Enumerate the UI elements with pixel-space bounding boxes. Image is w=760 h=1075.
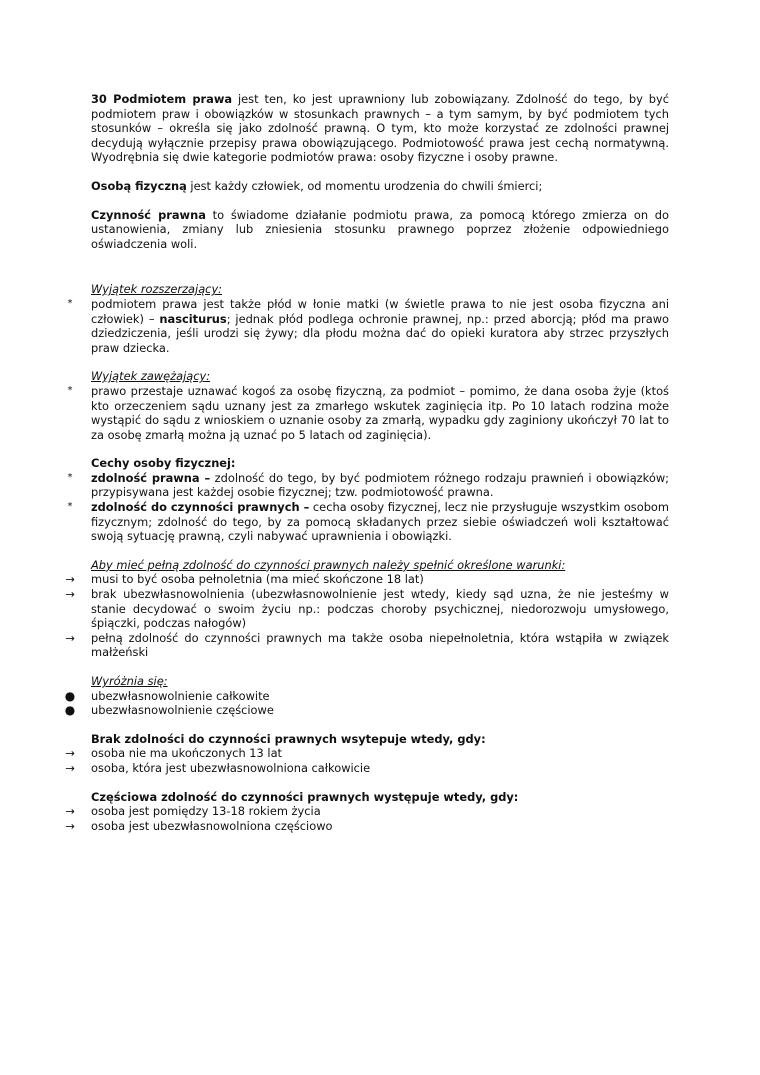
asterisk-bullet-icon: * bbox=[67, 471, 73, 483]
list-item bbox=[65, 818, 669, 834]
section-title-wyjatek-rozszerzajacy: Wyjątek rozszerzający: bbox=[91, 282, 223, 297]
arrow-bullet-icon: → bbox=[65, 818, 75, 833]
list-item bbox=[65, 572, 669, 587]
section-title-wyroznia: Wyróżnia się: bbox=[91, 674, 168, 688]
list-item-bold: zdolność do czynności prawnych – bbox=[91, 500, 310, 515]
list-item bbox=[65, 760, 669, 776]
list-item-bold: nasciturus bbox=[159, 311, 227, 326]
definition-term: Osobą fizyczną bbox=[91, 178, 187, 193]
list-wyjatek-rozszerzajacy bbox=[67, 296, 669, 355]
asterisk-bullet-icon: * bbox=[67, 384, 73, 396]
list-cechy bbox=[67, 470, 669, 544]
definition-osoba-fizyczna bbox=[91, 179, 669, 194]
list-item-text: prawo przestaje uznawać kogoś za osobę fizyczną, za podmiot – pomimo, że dana osoba żyje (ktoś kto orzeczeniem sądu uznany jest za zmarłego wskutek zaginięcia itp. Po 10 latach rodzina może wystąpić do sądu z wnioskiem o uznanie osoby za zmarłą, wypadku gdy zaginiony ukończył 70 lat to za osobę zmarłą można ją uznać po 5 latach od zaginięcia). bbox=[91, 383, 669, 442]
section-title-wyjatek-zawezajacy: Wyjątek zawężający: bbox=[91, 369, 211, 384]
list-warunki bbox=[65, 572, 669, 660]
list-item bbox=[67, 296, 669, 355]
list-item-text: osoba jest ubezwłasnowolniona częściowo bbox=[91, 818, 333, 833]
arrow-bullet-icon: → bbox=[65, 760, 75, 775]
list-item-text: zdolność do tego, by być podmiotem różnego rodzaju prawnień i obowiązków; przypisywana jest każdej osobie fizycznej; tzw. podmiotowość prawna. bbox=[91, 470, 669, 500]
list-item bbox=[67, 383, 669, 442]
definition-text: jest każdy człowiek, od momentu urodzenia do chwili śmierci; bbox=[186, 178, 543, 193]
asterisk-bullet-icon: * bbox=[67, 501, 73, 513]
list-item-text: brak ubezwłasnowolnienia (ubezwłasnowolnienie jest wtedy, kiedy sąd uzna, że nie jesteśmy w stanie decydować o swoim życiu np.: podczas choroby psychicznej, niedorozwoju umysłowego, śpiączki, podczas nałogów) bbox=[91, 587, 669, 631]
section-title-czesciowa: Częściowa zdolność do czynności prawnych występuje wtedy, gdy: bbox=[91, 789, 519, 804]
list-item bbox=[65, 804, 669, 819]
list-brak bbox=[65, 746, 669, 775]
list-item bbox=[67, 470, 669, 500]
list-wyjatek-zawezajacy bbox=[67, 383, 669, 442]
list-item-text: ; jednak płód podlega ochronie prawnej, np.: przed aborcją; płód ma prawo dziedziczenia, jeśli urodzi się żywy; dla płodu można dać do opieki kuratora aby strzec przyszłych praw dziecka. bbox=[91, 311, 669, 355]
definition-term: Czynność prawna bbox=[91, 207, 206, 222]
section-title-warunki: Aby mieć pełną zdolność do czynności prawnych należy spełnić określone warunki: bbox=[91, 557, 566, 572]
intro-paragraph bbox=[91, 92, 669, 165]
list-item-text: musi to być osoba pełnoletnia (ma mieć skończone 18 lat) bbox=[91, 572, 424, 587]
arrow-bullet-icon: → bbox=[65, 572, 75, 587]
document-body bbox=[64, 92, 670, 833]
list-item bbox=[64, 703, 669, 718]
dot-bullet-icon: ● bbox=[64, 688, 76, 703]
asterisk-bullet-icon: * bbox=[67, 297, 73, 309]
section-title-brak: Brak zdolności do czynności prawnych wsytepuje wtedy, gdy: bbox=[91, 731, 486, 746]
list-item-bold: zdolność prawna – bbox=[91, 470, 211, 485]
section-title-cechy: Cechy osoby fizycznej: bbox=[91, 456, 236, 471]
list-item-text: osoba nie ma ukończonych 13 lat bbox=[91, 746, 283, 761]
list-czesciowa bbox=[65, 804, 669, 833]
list-item bbox=[67, 500, 669, 544]
intro-lead: 30 Podmiotem prawa bbox=[91, 92, 233, 106]
list-item bbox=[65, 587, 669, 631]
list-item-text: cecha osoby fizycznej, lecz nie przysługuje wszystkim osobom fizycznym; zdolność do tego, by za pomocą składanych przez siebie oświadczeń woli kształtować swoją sytuację prawną, czyli nabywać uprawnienia i obowiązki. bbox=[91, 500, 669, 544]
list-item bbox=[64, 688, 669, 704]
list-item-text: ubezwłasnowolnienie częściowe bbox=[91, 703, 274, 718]
arrow-bullet-icon: → bbox=[65, 804, 75, 819]
list-item-text: osoba, która jest ubezwłasnowolniona całkowicie bbox=[91, 760, 371, 775]
list-item-text: podmiotem prawa jest także płód w łonie matki (w świetle prawa to nie jest osoba fizyczna ani człowiek) – bbox=[91, 296, 669, 326]
definition-czynnosc-prawna bbox=[91, 208, 669, 252]
list-item-text: pełną zdolność do czynności prawnych ma także osoba niepełnoletnia, która wstąpiła w związek małżeński bbox=[91, 630, 669, 660]
list-wyroznia bbox=[64, 688, 669, 718]
arrow-bullet-icon: → bbox=[65, 630, 75, 645]
list-item bbox=[65, 630, 669, 660]
intro-text: jest ten, ko jest uprawniony lub zobowiązany. Zdolność do tego, by być podmiotem praw i obowiązków w stosunkach prawnych – a tym samym, by być podmiotem tych stosunków – określa się jako zdolność prawną. O tym, kto może korzystać ze zdolności prawnej decydują wyłącznie przepisy prawa obowiązującego. Podmiotowość prawa jest cechą normatywną. Wyodrębnia się dwie kategorie podmiotów prawa: osoby fizyczne i osoby prawne. bbox=[91, 92, 669, 165]
list-item bbox=[65, 746, 669, 761]
dot-bullet-icon: ● bbox=[64, 703, 76, 718]
definition-text: to świadome działanie podmiotu prawa, za pomocą którego zmierza on do ustanowienia, zmiany lub zniesienia stosunku prawnego poprzez złożenie odpowiedniego oświadczenia woli. bbox=[91, 207, 670, 251]
arrow-bullet-icon: → bbox=[65, 587, 75, 602]
list-item-text: osoba jest pomiędzy 13-18 rokiem życia bbox=[91, 804, 321, 819]
list-item-text: ubezwłasnowolnienie całkowite bbox=[91, 688, 270, 703]
arrow-bullet-icon: → bbox=[65, 746, 75, 761]
